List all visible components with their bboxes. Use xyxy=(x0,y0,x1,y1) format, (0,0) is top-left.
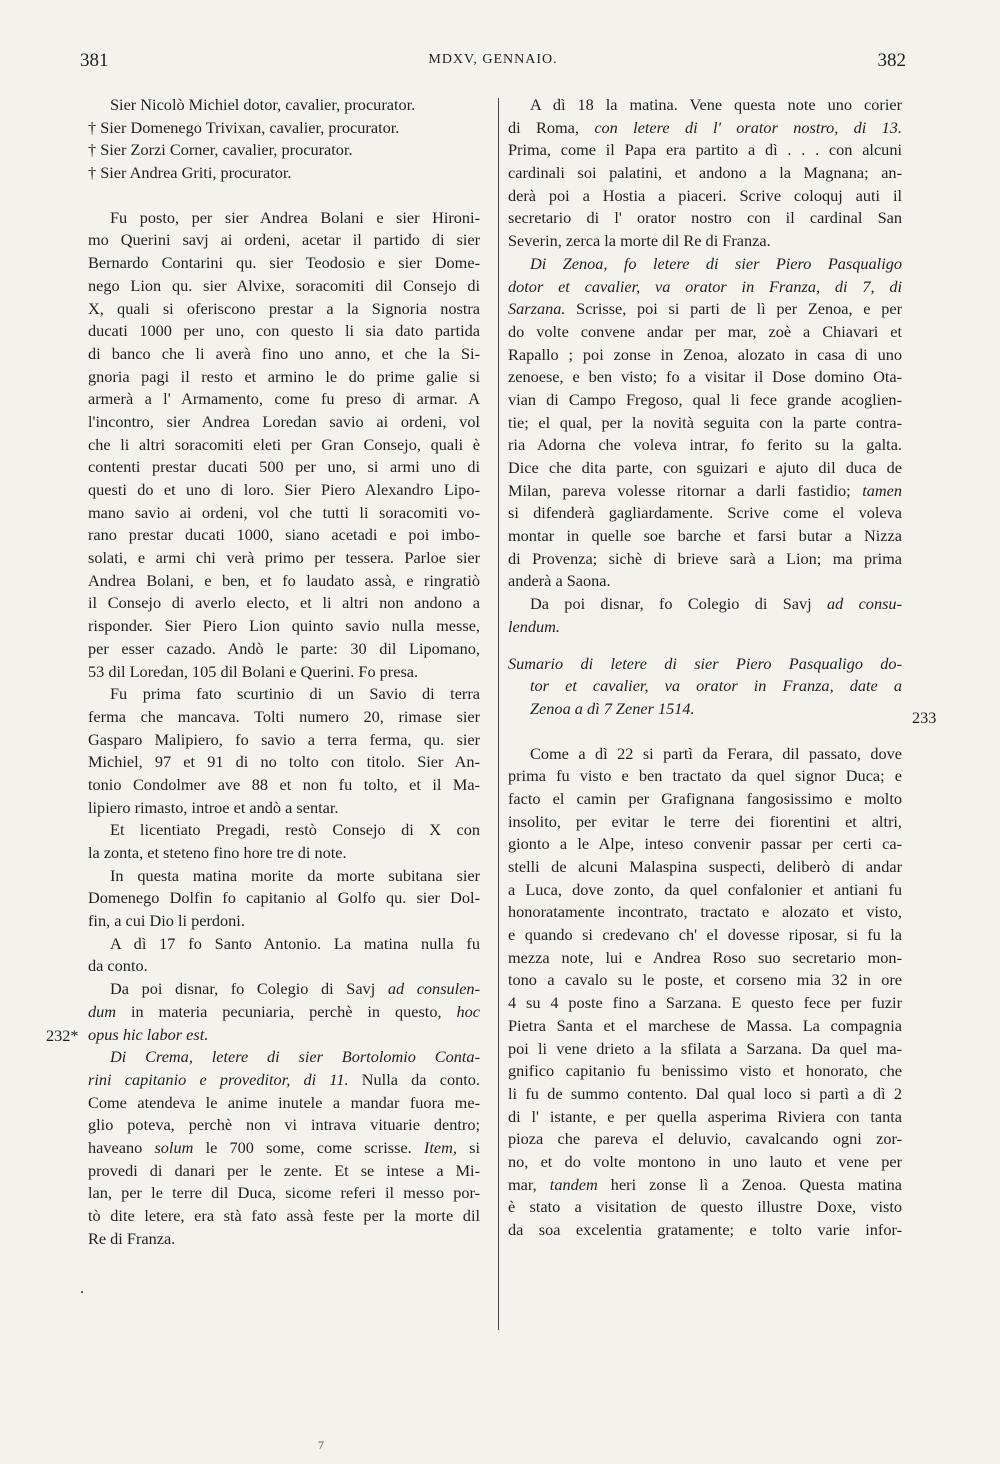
text-line: lipiero rimasto, introe et andò a sentar. xyxy=(88,797,339,817)
text-line: Fu prima fato scurtinio di un Savio di terra xyxy=(110,684,480,704)
margin-dot: . xyxy=(80,1278,85,1297)
text-line: 4 su 4 poste fino a Sarzana. E questo fece per fuzir xyxy=(508,993,902,1013)
text-line: 53 dil Loredan, 105 dil Bolani e Querini. Fo presa. xyxy=(88,661,419,681)
text-line: Michiel, 97 et 91 di no tolto con titolo. Sier An- xyxy=(88,752,480,772)
text-line: insolito, per evitar le terre dei fiorentini et altri, xyxy=(508,811,902,831)
text-line: Dice che dita parte, con sguizari e ajuto dil duca de xyxy=(508,458,902,477)
text-line: rano prestar ducati 1000, siano acetadi e poi imbo- xyxy=(88,525,480,545)
text-line: tono a cavalo su le poste, et corseno mia 32 in ore xyxy=(508,970,902,990)
running-title: MDXV, GENNAIO. xyxy=(428,52,558,67)
paragraph xyxy=(508,593,902,638)
text-line: che li altri soracomiti eleti per Gran Consejo, quali è xyxy=(88,434,480,454)
running-header xyxy=(80,50,906,82)
text-line: opus hic labor est. xyxy=(88,1024,209,1044)
text-line: mano savio ai ordeni, vol che tutti li soracomiti vo- xyxy=(88,502,480,522)
text-line: Pietra Santa et el marchese de Massa. La compagnia xyxy=(508,1015,902,1035)
text-line: Da poi disnar, fo Colegio di Savj ad consulen- xyxy=(110,979,480,999)
text-line: cardinali soi palatini, et andono a la Magnana; an- xyxy=(508,163,902,183)
text-line: di Roma, con letere di l' orator nostro, di 13. xyxy=(508,117,903,137)
text-line: e quando si credevano ch' el dovesse riposar, si fu la xyxy=(508,925,902,945)
text-line: prima fu visto e ben tractato da quel signor Duca; e xyxy=(508,766,902,786)
text-line: glio poteva, perchè non vi intrava vituarie dentro; xyxy=(88,1115,480,1135)
text-line: montar in quelle soe barche et farsi butar a Nizza xyxy=(508,526,902,546)
text-line: Re di Franza. xyxy=(88,1228,176,1248)
text-line: dotor et cavalier, va orator in Franza, di 7, di xyxy=(508,276,902,296)
heading-line: Sumario di letere di sier Piero Pasqualigo do- xyxy=(508,653,902,673)
text-line: gnoria pagi il resto et armino le do prime galie si xyxy=(88,366,480,386)
text-line: secretario di l' orator nostro con il cardinal San xyxy=(508,208,902,228)
text-line: ducati 1000 per uno, con questo li sia dato partida xyxy=(88,321,480,341)
text-line: facto el camin per Grafignana fangosissimo e molto xyxy=(508,788,902,808)
text-line: si difenderà gagliardamente. Scrive come el voleva xyxy=(508,503,902,523)
text-line: da soa excelentia gratamente; e tolto varie infor- xyxy=(508,1220,902,1239)
text-line: Fu posto, per sier Andrea Bolani e sier Hironi- xyxy=(110,207,480,227)
margin-note-right: 233 xyxy=(912,708,937,727)
text-line: dum in materia pecuniaria, perchè in questo, hoc xyxy=(88,1001,480,1021)
text-line: rini capitanio e proveditor, di 11. Nulla da conto. xyxy=(88,1069,480,1089)
text-line: mo Querini savj ai ordeni, acetar il partido di sier xyxy=(88,230,480,250)
paragraph xyxy=(508,743,902,1242)
text-line: solati, e armi chi verà primo per tessera. Parloe sier xyxy=(88,548,480,568)
text-line: il Consejo di averlo electo, et li altri non andono a xyxy=(88,593,480,613)
text-line: Andrea Bolani, e ben, et fo laudato assà, e ringratiò xyxy=(88,570,480,590)
text-line: derà poi a Hostia a piaceri. Scrive coloquj auti il xyxy=(508,185,902,205)
text-line: honoratamente incontrato, tractato e alozato et visto, xyxy=(508,902,902,922)
text-line: la zonta, et steteno fino hore tre di note. xyxy=(88,843,347,862)
text-line: provedi di danari per le zente. Et se intese a Mi- xyxy=(88,1160,480,1180)
text-line: questi do et uno di loro. Sier Piero Alexandro Lipo- xyxy=(88,480,480,499)
text-line: risponder. Sier Piero Lion quinto savio nulla messe, xyxy=(88,616,480,636)
text-line: ferma che mancava. Tolti numero 20, rimase sier xyxy=(88,706,480,726)
heading-line: Zenoa a dì 7 Zener 1514. xyxy=(530,698,695,718)
text-line: do volte convene andar per mar, zoè a Chiavari et xyxy=(508,321,902,341)
paragraph xyxy=(88,865,480,933)
procurator-list xyxy=(88,94,480,185)
paragraph xyxy=(88,683,480,819)
margin-note-left: 232* xyxy=(46,1026,79,1045)
text-line: fin, a cui Dio li perdoni. xyxy=(88,911,245,931)
text-line: di l' istante, e per quella asperima Riviera con tanta xyxy=(508,1106,902,1126)
text-line: A dì 17 fo Santo Antonio. La matina nulla fu xyxy=(110,933,480,953)
section-heading xyxy=(508,653,902,721)
text-line: Da poi disnar, fo Colegio di Savj ad consu- xyxy=(530,594,902,614)
text-line: Domenego Dolfin fo capitanio al Golfo qu. sier Dol- xyxy=(88,888,480,908)
text-line: lan, per le terre dil Duca, sicome referi il messo por- xyxy=(88,1183,480,1203)
text-line: mezza note, lui e Andrea Roso suo secretario mon- xyxy=(508,947,902,967)
text-line: armerà a l' Armamento, come fu preso di armar. A xyxy=(88,389,480,409)
paragraph xyxy=(508,253,902,593)
paragraph xyxy=(88,207,480,683)
text-line: poi li vene drieto a la sfilata a Sarzana. Da quel ma- xyxy=(508,1038,902,1058)
text-line: anderà a Saona. xyxy=(508,571,611,591)
list-item: † Sier Domenego Trivixan, cavalier, procurator. xyxy=(88,117,400,137)
text-line: tie; el qual, per la novità seguita con la parte contra- xyxy=(508,412,902,432)
text-line: Sarzana. Scrisse, poi si parti de lì per Zenoa, e per xyxy=(508,299,902,319)
text-line: In questa matina morite da morte subitana sier xyxy=(110,865,480,885)
text-line: per esser cazado. Andò le parte: 30 dil Lipomano, xyxy=(88,638,480,658)
text-line: a Luca, dove zonto, da quel confalonier et antiani fu xyxy=(508,879,902,899)
text-line: tonio Condolmer ave 88 et non fu tolto, et il Ma- xyxy=(88,774,480,794)
text-line: Di Crema, letere di sier Bortolomio Conta- xyxy=(110,1047,480,1067)
text-line: no, et do volte montono in uno lauto et vene per xyxy=(508,1151,902,1171)
text-line: ria Adorna che voleva intrar, fo ferito su la galta. xyxy=(508,435,902,455)
text-line: Prima, come il Papa era partito a dì . . . con alcuni xyxy=(508,140,902,160)
text-line: gionto a le Alpe, inteso convenir passar per certi ca- xyxy=(508,834,902,854)
text-line: Di Zenoa, fo letere di sier Piero Pasqualigo xyxy=(530,253,902,273)
text-line: Bernardo Contarini qu. sier Teodosio e sier Dome- xyxy=(88,253,480,273)
page-number-left: 381 xyxy=(80,50,109,71)
text-line: pioza che pareva el deluvio, cavalcando ogni zor- xyxy=(508,1129,902,1149)
text-line: è stato a visitation de questo illustre Doxe, visto xyxy=(508,1197,902,1217)
paragraph xyxy=(508,94,902,253)
text-line: di banco che li averà fino uno anno, et che la Si- xyxy=(88,343,480,363)
text-line: Come atendeva le anime inutele a mandar fuora me- xyxy=(88,1092,480,1112)
paragraph xyxy=(88,978,480,1046)
text-line: di Provenza; sichè di brieve sarà a Lion; ma prima xyxy=(508,548,902,568)
list-item: † Sier Zorzi Corner, cavalier, procurator. xyxy=(88,140,353,160)
paragraph xyxy=(88,933,480,978)
text-line: zenoese, e ben visto; fo a visitar il Dose domino Ota- xyxy=(508,367,902,387)
text-line: gnifico capitanio fu benissimo visto et honorato, che xyxy=(508,1061,902,1081)
text-line: nego Lion qu. sier Alvixe, soracomiti dil Consejo di xyxy=(88,275,480,295)
text-line: A dì 18 la matina. Vene questa note uno corier xyxy=(530,95,902,114)
text-line: vian di Campo Fregoso, qual li fece grande acoglien- xyxy=(508,389,902,409)
text-line: mar, tandem heri zonse lì a Zenoa. Questa matina xyxy=(508,1174,903,1194)
text-line: haveano solum le 700 some, come scrisse. Item, si xyxy=(88,1137,480,1157)
text-line: contenti prestar ducati 500 per uno, si armi uno di xyxy=(88,457,480,477)
text-line: lendum. xyxy=(508,616,560,636)
column-divider xyxy=(498,98,499,1330)
list-item: Sier Nicolò Michiel dotor, cavalier, procurator. xyxy=(110,95,416,114)
text-line: Milan, pareva volesse ritornar a darli fastidio; tamen xyxy=(508,480,902,500)
text-line: Gasparo Malipiero, fo savio a terra ferma, qu. sier xyxy=(88,729,480,749)
text-line: X, quali si oferiscono prestar a la Signoria nostra xyxy=(88,298,480,318)
list-item: † Sier Andrea Griti, procurator. xyxy=(88,163,292,183)
text-line: da conto. xyxy=(88,956,148,976)
text-line: tò dite letere, era stà fato assà feste per la morte dil xyxy=(88,1206,480,1225)
text-line: Et licentiato Pregadi, restò Consejo di X con xyxy=(110,820,480,840)
text-line: stelli de alcuni Malaspina suspecti, deliberò di andar xyxy=(508,857,902,876)
text-line: Severin, zerca la morte dil Re di Franza. xyxy=(508,231,771,251)
paragraph xyxy=(88,1046,480,1250)
page-number-right: 382 xyxy=(877,50,906,71)
right-column xyxy=(508,94,902,1242)
text-line: l'incontro, sier Andrea Loredan savio ai ordeni, vol xyxy=(88,411,480,431)
text-line: li fu de summo contento. Dal qual loco si partì a dì 2 xyxy=(508,1083,902,1103)
heading-line: tor et cavalier, va orator in Franza, date a xyxy=(530,676,902,696)
text-line: Rapallo ; poi zonse in Zenoa, alozato in casa di uno xyxy=(508,344,902,364)
left-column xyxy=(88,94,480,1250)
paragraph xyxy=(88,819,480,864)
footer-mark: 7 xyxy=(318,1438,324,1452)
text-line: Come a dì 22 si partì da Ferara, dil passato, dove xyxy=(530,743,902,763)
